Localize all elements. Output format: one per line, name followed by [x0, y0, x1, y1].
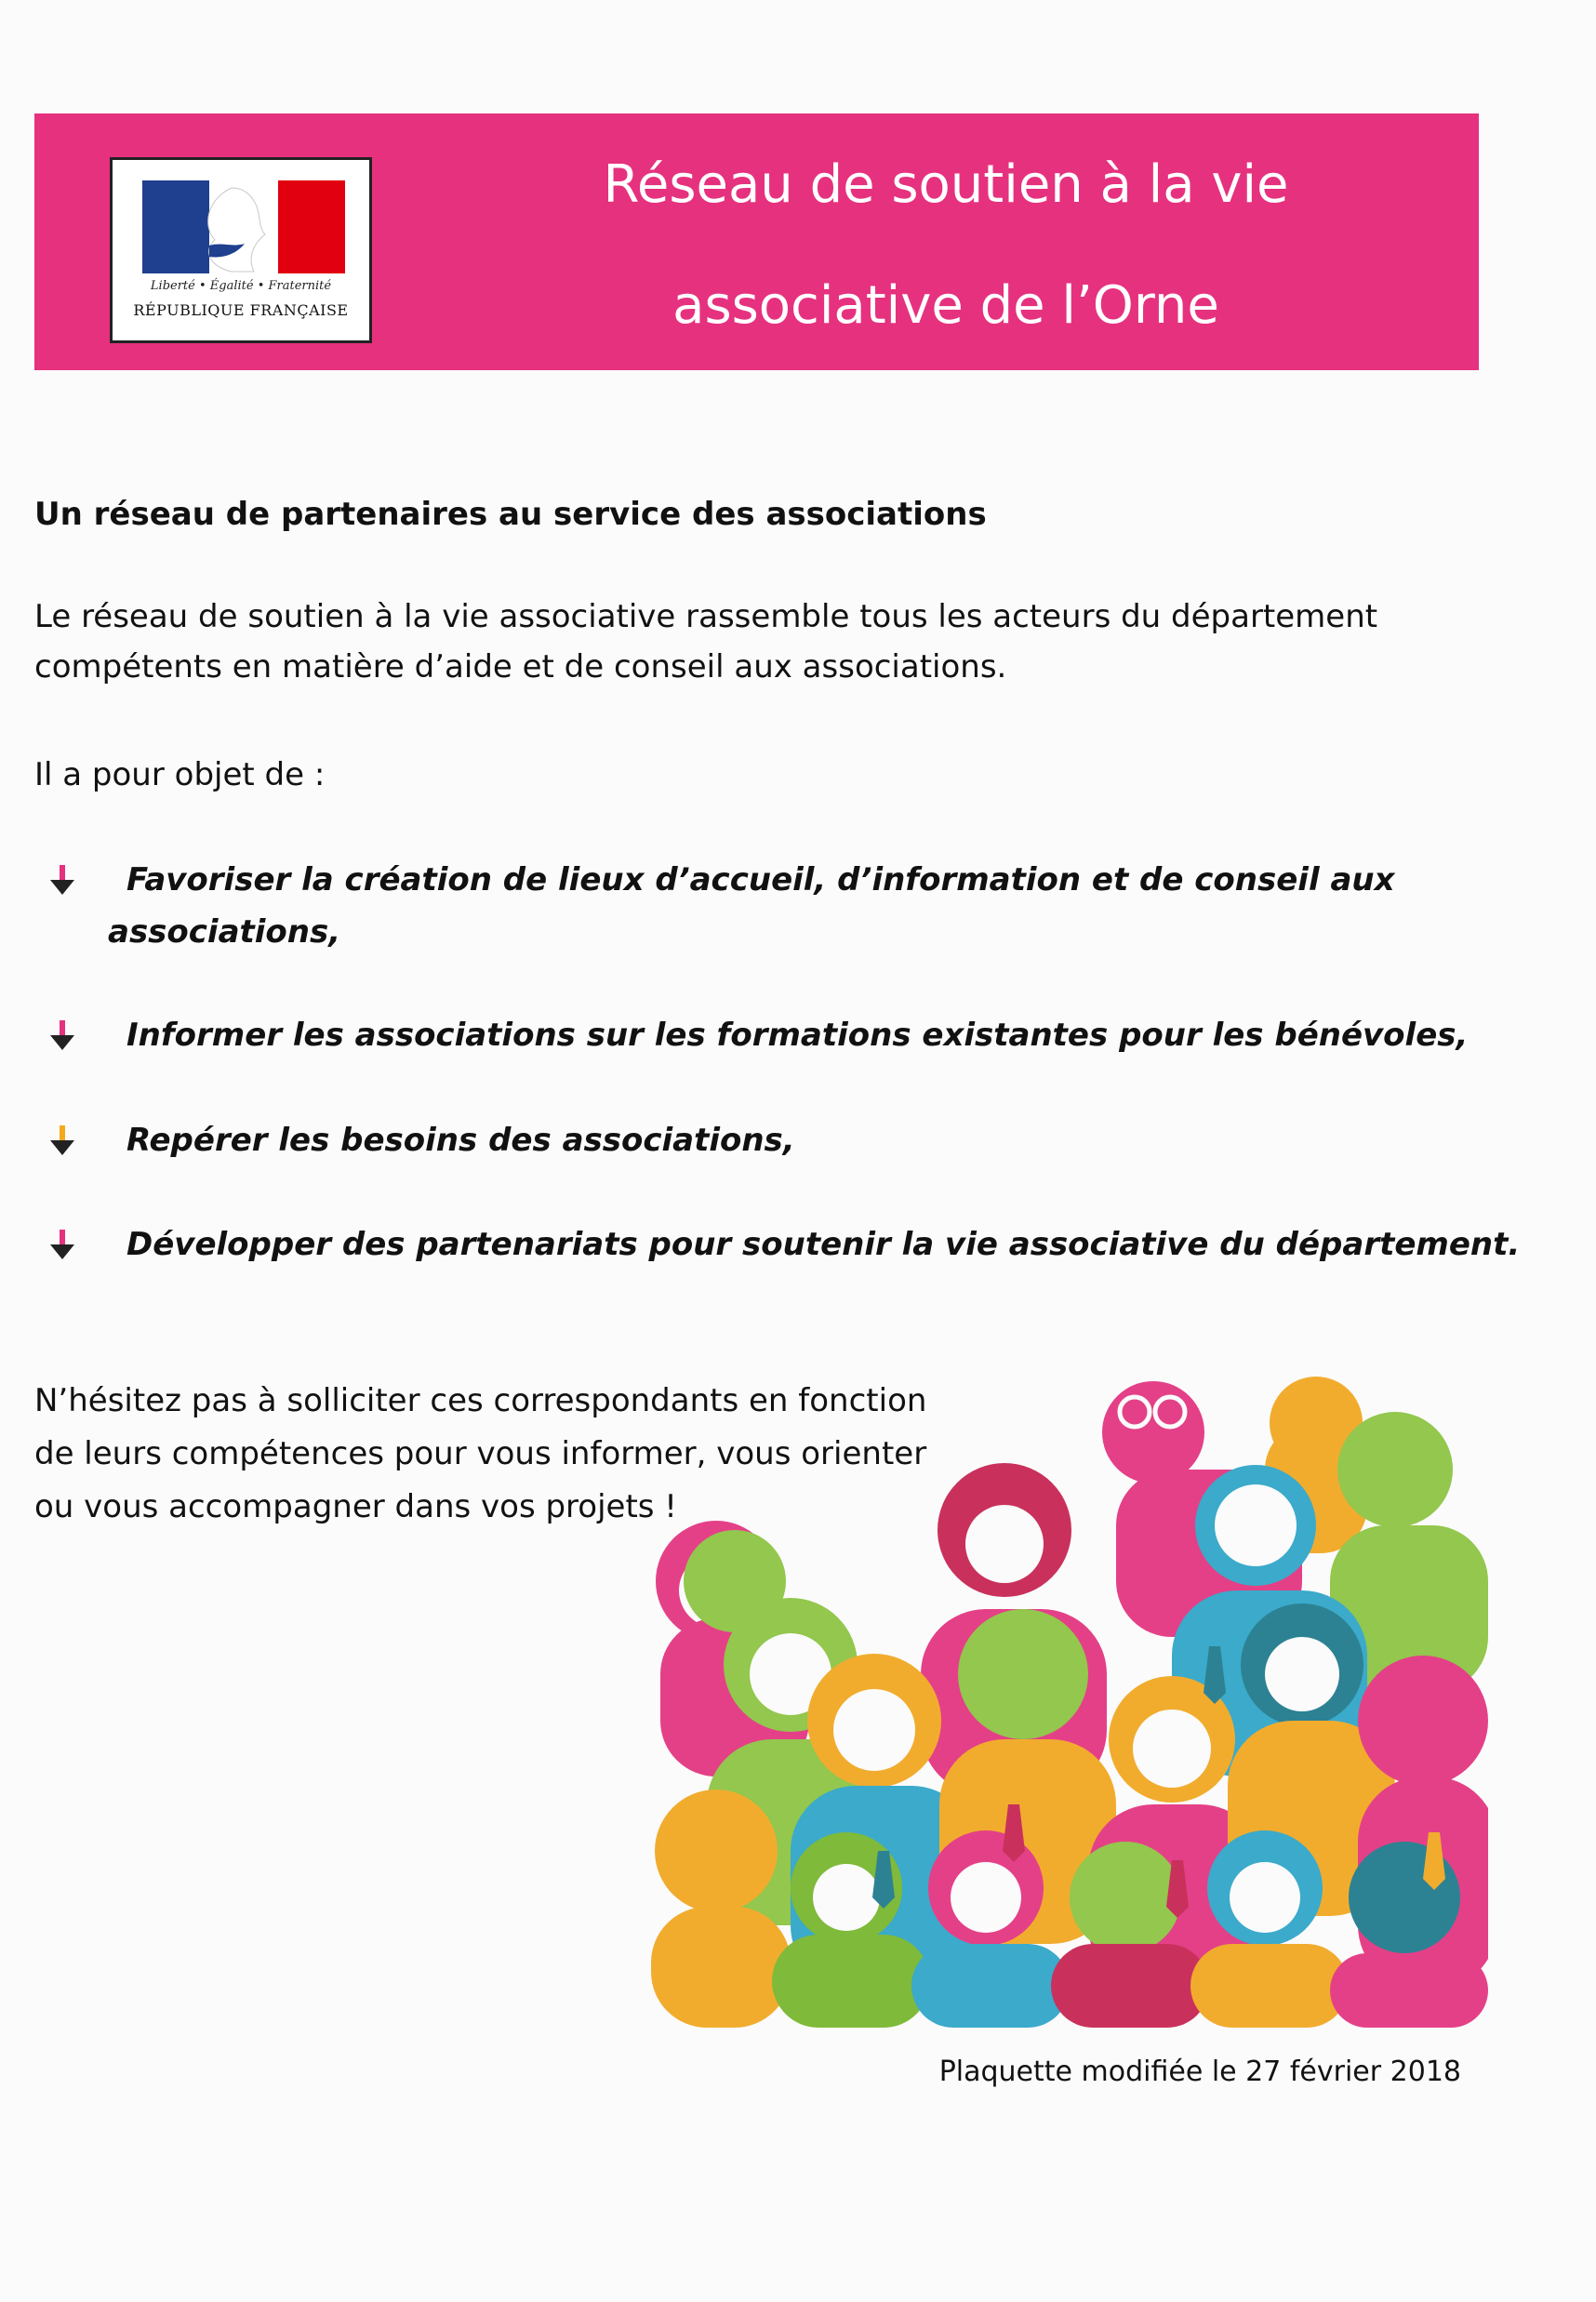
arrow-down-bullet-icon: [48, 1230, 76, 1261]
page-title: [434, 125, 1457, 366]
footer-note: Plaquette modifiée le 27 février 2018: [938, 2056, 1461, 2088]
contact-line-3: ou vous accompagner dans vos projets !: [34, 1488, 677, 1525]
section-subtitle: Un réseau de partenaires au service des associations: [34, 496, 987, 533]
bullet-text: Favoriser la création de lieux d’accueil, d’information et de conseil aux: [126, 861, 1395, 898]
bullet-text: Informer les associations sur les formations existantes pour les bénévoles,: [126, 1017, 1469, 1054]
marianne-flag-icon: [142, 180, 345, 273]
republique-francaise-logo: [110, 157, 372, 343]
bullet-item: [37, 854, 1525, 958]
header-banner: [34, 113, 1479, 370]
bullet-text: Repérer les besoins des associations,: [126, 1122, 795, 1159]
bullet-text-continued: associations,: [108, 913, 341, 951]
bullet-item: [37, 1009, 1525, 1061]
title-line-1: Réseau de soutien à la vie: [603, 154, 1289, 215]
contact-line-1: N’hésitez pas à solliciter ces correspondants en fonction: [34, 1382, 927, 1419]
title-line-2: associative de l’Orne: [672, 275, 1219, 336]
arrow-down-bullet-icon: [48, 1125, 76, 1157]
contact-line-2: de leurs compétences pour vous informer, vous orienter: [34, 1435, 927, 1472]
bullet-text: Développer des partenariats pour soutenir la vie associative du département.: [126, 1226, 1521, 1263]
arrow-down-bullet-icon: [48, 1020, 76, 1052]
logo-motto: Liberté • Égalité • Fraternité: [150, 279, 332, 293]
intro-paragraph: Le réseau de soutien à la vie associative rassemble tous les acteurs du département compétents en matière d’aide et de conseil aux associations.: [34, 598, 1378, 685]
arrow-down-bullet-icon: [48, 865, 76, 897]
logo-name: RÉPUBLIQUE FRANÇAISE: [133, 301, 349, 319]
bullet-item: [37, 1218, 1525, 1271]
people-group-illustration: [651, 1367, 1488, 2028]
objet-label: Il a pour objet de :: [34, 756, 326, 793]
bullet-item: [37, 1114, 1525, 1166]
